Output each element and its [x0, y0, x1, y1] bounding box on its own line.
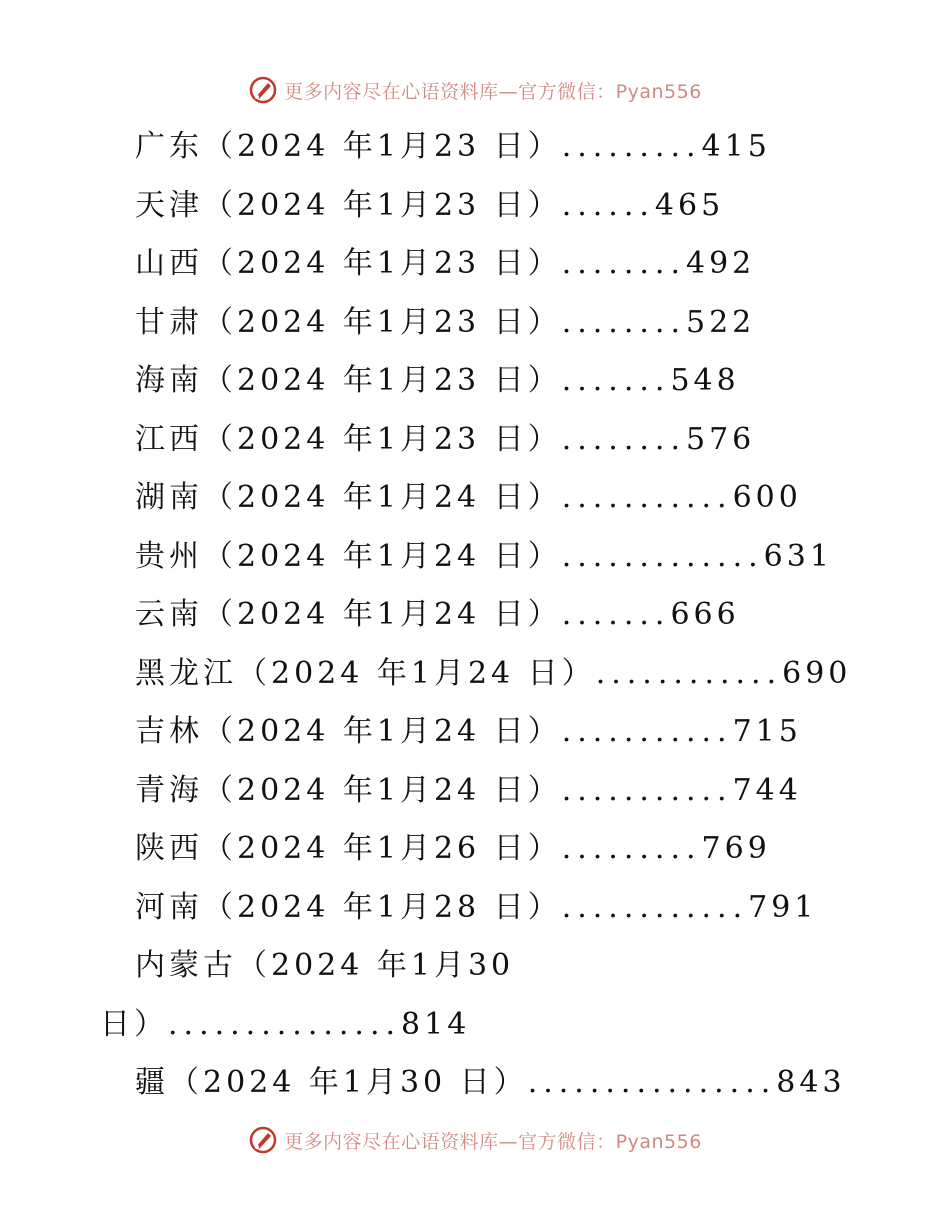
pen-logo-icon: [248, 75, 278, 105]
toc-entry-page-number: 843: [776, 1065, 846, 1100]
watermark-text: 更多内容尽在心语资料库—官方微信：Pyan556: [284, 80, 702, 103]
toc-entry-label: 天津（2024 年1月23 日）: [135, 187, 562, 223]
toc-entry-label: 甘肃（2024 年1月23 日）: [135, 304, 562, 340]
toc-entry-label: 河南（2024 年1月28 日）: [135, 889, 562, 925]
toc-entry-leader: ...........: [561, 714, 733, 749]
toc-entry[interactable]: [135, 294, 755, 352]
toc-entry-page-number: 576: [685, 421, 756, 457]
toc-entry[interactable]: [135, 1054, 846, 1112]
toc-entry-page-number: 548: [670, 363, 740, 398]
toc-entry-page-number: 690: [782, 655, 852, 691]
toc-entry[interactable]: [135, 528, 833, 586]
toc-entry-page-number: 744: [732, 772, 802, 808]
toc-entry-page-number: 600: [732, 480, 802, 515]
toc-entry[interactable]: [135, 118, 771, 176]
toc-entry-leader: ......: [561, 187, 655, 223]
toc-entry-page-number: 814: [401, 1006, 471, 1042]
toc-entry-label: 陕西（2024 年1月26 日）: [135, 831, 562, 866]
toc-entry[interactable]: [135, 235, 755, 293]
toc-entry[interactable]: [135, 879, 817, 937]
toc-entry-leader: ............: [595, 655, 783, 691]
toc-entry-label: 内蒙古（2024 年1月30: [135, 948, 515, 983]
toc-entry-label: 吉林（2024 年1月24 日）: [135, 714, 562, 749]
toc-entry-page-number: 791: [748, 889, 818, 925]
toc-entry-label: 广东（2024 年1月23 日）: [135, 129, 562, 164]
watermark-header: [0, 70, 950, 110]
toc-entry[interactable]: [100, 996, 470, 1054]
toc-entry-label: 江西（2024 年1月23 日）: [135, 421, 562, 457]
toc-entry[interactable]: [135, 703, 802, 761]
toc-entry-label: 云南（2024 年1月24 日）: [135, 597, 562, 632]
toc-entry-label: 日）: [100, 1006, 168, 1042]
toc-entry-leader: ........: [561, 421, 686, 457]
toc-entry-leader: .......: [561, 597, 671, 632]
toc-entry-label: 贵州（2024 年1月24 日）: [135, 538, 562, 574]
pen-logo-icon: [248, 1125, 278, 1155]
toc-entry-leader: .........: [561, 831, 702, 866]
toc-entry[interactable]: [135, 586, 740, 644]
toc-entry-label: 疆（2024 年1月30 日）: [135, 1065, 528, 1100]
toc-entry-leader: ................: [527, 1065, 777, 1100]
toc-entry-leader: .............: [561, 538, 764, 574]
toc-entry[interactable]: [135, 177, 724, 235]
toc-entry-page-number: 666: [670, 597, 740, 632]
toc-entry[interactable]: [135, 469, 802, 527]
toc-entry-page-number: 415: [701, 129, 771, 164]
toc-entry[interactable]: [135, 937, 514, 995]
toc-entry[interactable]: [135, 352, 740, 410]
toc-entry-leader: ............: [561, 889, 749, 925]
toc-entry-leader: .........: [561, 129, 702, 164]
toc-entry[interactable]: [135, 411, 755, 469]
watermark-text: 更多内容尽在心语资料库—官方微信：Pyan556: [284, 1130, 702, 1153]
toc-entry-page-number: 465: [654, 187, 725, 223]
toc-entry-leader: .......: [561, 363, 671, 398]
toc-entry-page-number: 522: [685, 304, 756, 340]
toc-entry-leader: ........: [561, 246, 686, 281]
toc-entry-label: 湖南（2024 年1月24 日）: [135, 480, 562, 515]
toc-entry-page-number: 492: [685, 246, 756, 281]
toc-entry[interactable]: [135, 762, 802, 820]
toc-entry-label: 海南（2024 年1月23 日）: [135, 363, 562, 398]
toc-entry-leader: ...............: [168, 1006, 402, 1042]
toc-entry-page-number: 631: [763, 538, 833, 574]
toc-entry-label: 山西（2024 年1月23 日）: [135, 246, 562, 281]
toc-entry[interactable]: [135, 820, 771, 878]
watermark-footer: [0, 1120, 950, 1160]
toc-entry-page-number: 715: [732, 714, 802, 749]
toc-entry-leader: ...........: [561, 480, 733, 515]
toc-entry-label: 黑龙江（2024 年1月24 日）: [135, 655, 596, 691]
toc-entry-page-number: 769: [701, 831, 771, 866]
toc-entry-leader: ........: [561, 304, 686, 340]
toc-entry-leader: ...........: [561, 772, 733, 808]
toc-entry[interactable]: [135, 645, 851, 703]
toc-entry-label: 青海（2024 年1月24 日）: [135, 772, 562, 808]
